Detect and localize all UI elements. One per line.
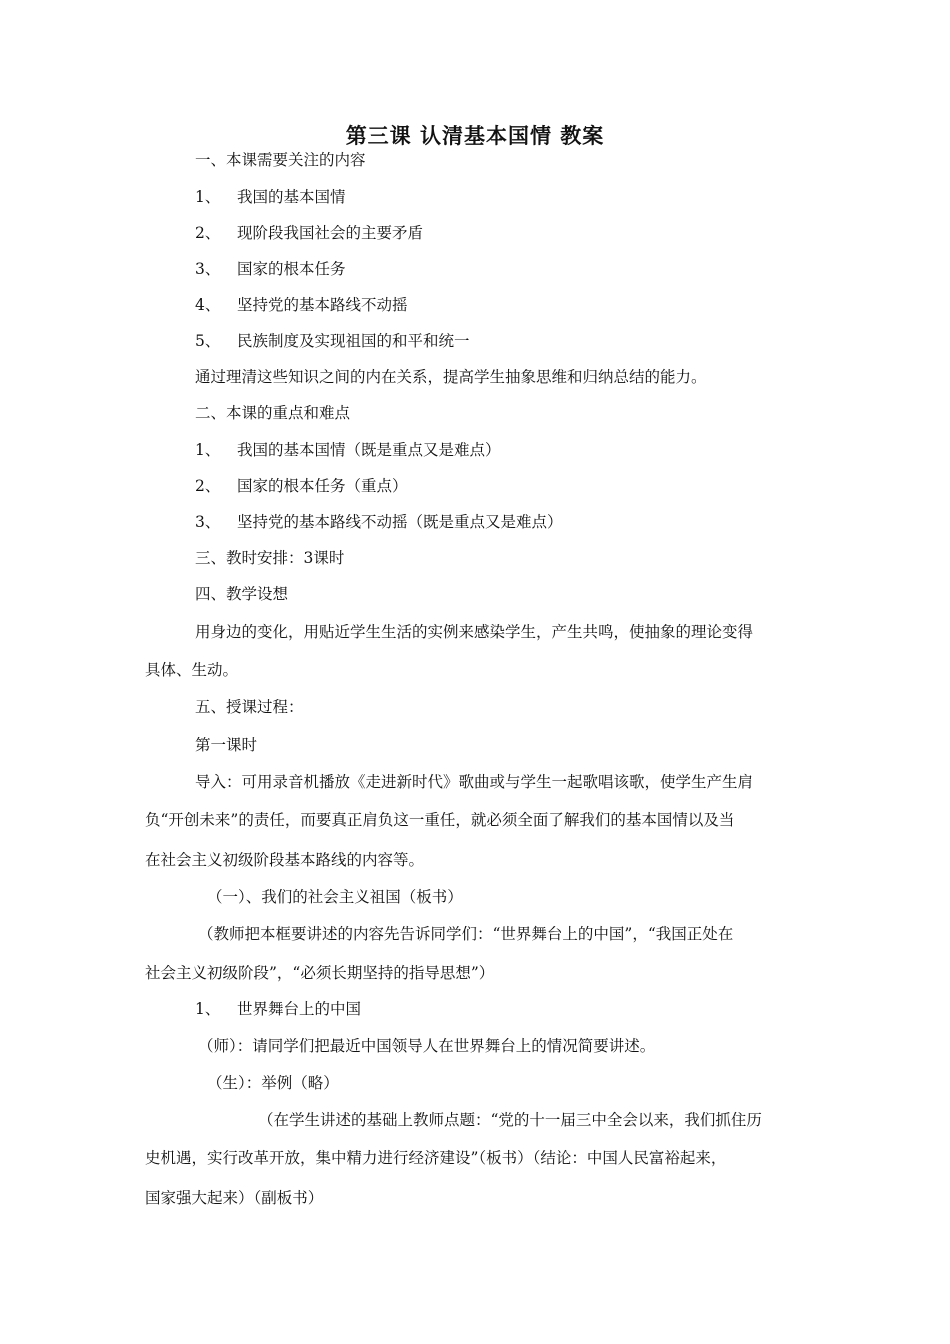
list-text: 我国的基本国情 <box>237 188 346 206</box>
subsection-heading: （一）、我们的社会主义祖国（板书） <box>207 888 463 906</box>
paragraph: 具体、生动。 <box>145 661 239 679</box>
paragraph: 通过理清这些知识之间的内在关系，提高学生抽象思维和归纳总结的能力。 <box>195 368 707 386</box>
paragraph: 史机遇，实行改革开放，集中精力进行经济建设”（板书）（结论：中国人民富裕起来， <box>145 1149 727 1167</box>
paragraph: 导入：可用录音机播放《走进新时代》歌曲或与学生一起歌唱该歌，使学生产生肩 <box>195 773 754 791</box>
paragraph: 国家强大起来）（副板书） <box>145 1189 324 1207</box>
list-item <box>195 259 346 279</box>
list-item <box>195 999 361 1019</box>
paragraph: （在学生讲述的基础上教师点题：“党的十一届三中全会以来，我们抓住历 <box>258 1111 762 1129</box>
section-heading: 四、教学设想 <box>195 585 289 603</box>
list-text: 坚持党的基本路线不动摇（既是重点又是难点） <box>237 513 563 531</box>
section-heading: 三、教时安排：3课时 <box>195 549 345 567</box>
list-item <box>195 331 470 351</box>
list-text: 现阶段我国社会的主要矛盾 <box>237 224 424 242</box>
list-item <box>195 476 408 496</box>
list-number: 3、 <box>195 513 221 531</box>
paragraph: （师）：请同学们把最近中国领导人在世界舞台上的情况简要讲述。 <box>198 1037 656 1055</box>
list-text: 我国的基本国情（既是重点又是难点） <box>237 441 501 459</box>
list-item <box>195 440 501 460</box>
paragraph: （教师把本框要讲述的内容先告诉同学们：“世界舞台上的中国”，“我国正处在 <box>198 925 734 943</box>
list-item <box>195 187 346 207</box>
paragraph: 在社会主义初级阶段基本路线的内容等。 <box>145 851 425 869</box>
list-number: 3、 <box>195 260 221 278</box>
list-item <box>195 295 408 315</box>
section-heading: 五、授课过程： <box>195 698 304 716</box>
list-item <box>195 512 563 532</box>
list-number: 1、 <box>195 188 221 206</box>
list-number: 4、 <box>195 296 221 314</box>
paragraph: 负“开创未来”的责任，而要真正肩负这一重任，就必须全面了解我们的基本国情以及当 <box>145 811 735 829</box>
list-text: 坚持党的基本路线不动摇 <box>237 296 408 314</box>
list-number: 2、 <box>195 224 221 242</box>
paragraph: 用身边的变化，用贴近学生生活的实例来感染学生，产生共鸣，使抽象的理论变得 <box>195 623 754 641</box>
paragraph: （生）：举例（略） <box>207 1074 339 1092</box>
list-text: 民族制度及实现祖国的和平和统一 <box>237 332 470 350</box>
list-text: 世界舞台上的中国 <box>237 1000 362 1018</box>
list-number: 1、 <box>195 441 221 459</box>
list-number: 2、 <box>195 477 221 495</box>
paragraph: 社会主义初级阶段”，“必须长期坚持的指导思想”） <box>145 964 495 982</box>
list-number: 5、 <box>195 332 221 350</box>
list-item <box>195 223 423 243</box>
list-text: 国家的根本任务（重点） <box>237 477 408 495</box>
list-text: 国家的根本任务 <box>237 260 346 278</box>
section-heading: 二、本课的重点和难点 <box>195 404 351 422</box>
list-number: 1、 <box>195 1000 221 1018</box>
document-title: 第三课 认清基本国情 教案 <box>345 124 605 148</box>
section-heading: 一、本课需要关注的内容 <box>195 151 366 169</box>
lesson-label: 第一课时 <box>195 736 258 754</box>
